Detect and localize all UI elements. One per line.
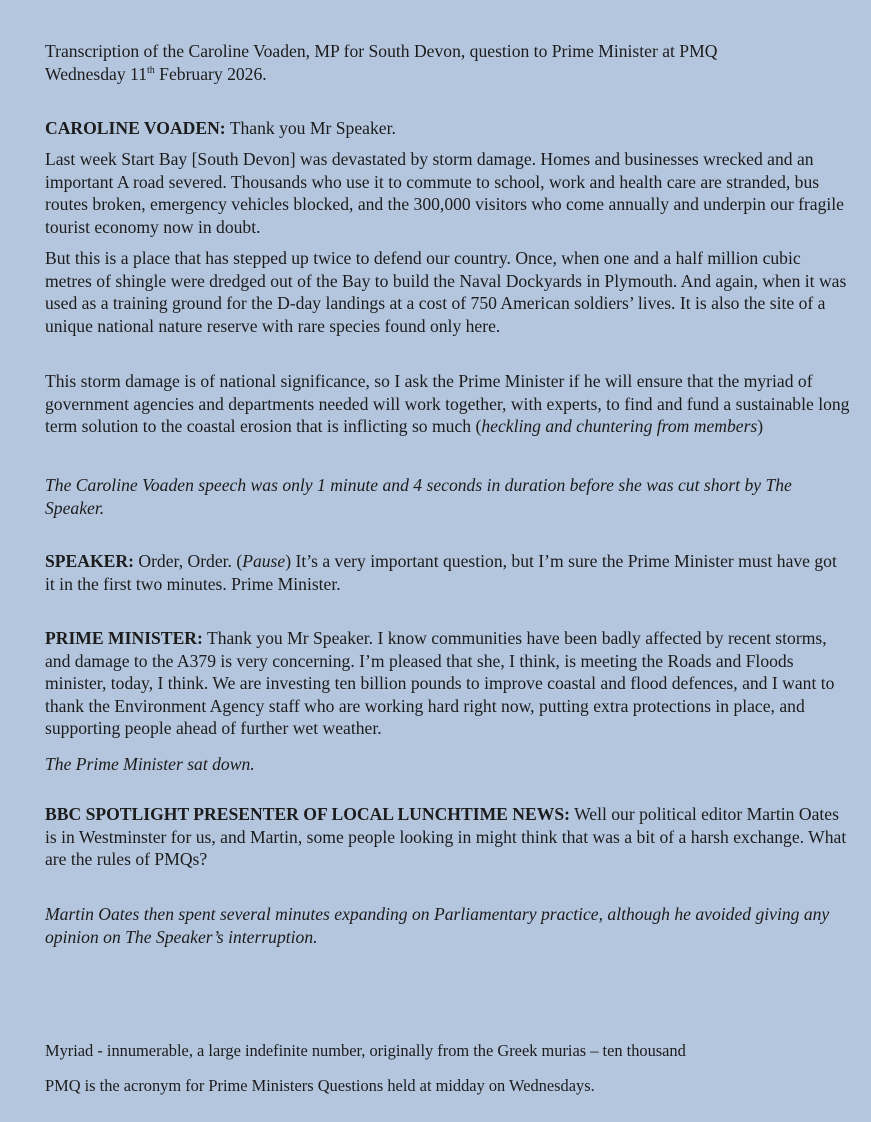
pm-name: PRIME MINISTER: (45, 628, 203, 648)
voaden-duration-note: The Caroline Voaden speech was only 1 minute and 4 seconds in duration before she was cut short by The Speaker. (45, 475, 792, 518)
footnote-myriad: Myriad - innumerable, a large indefinite number, originally from the Greek murias – ten thousand (45, 1041, 686, 1060)
voaden-paragraph-2: But this is a place that has stepped up twice to defend our country. Once, when one and a half million cubic metres of shingle were dredged out of the Bay to build the Naval Dockyards in Plymouth. And again, when it was used as a training ground for the D-day landings at a cost of 750 American soldiers’ lives. It is also the site of a unique national nature reserve with rare species found only here. (45, 248, 847, 336)
voaden-paragraph-1: Last week Start Bay [South Devon] was devastated by storm damage. Homes and businesses wrecked and an important A road severed. Thousands who use it to commute to school, work and health care are stranded, bus routes broken, emergency vehicles blocked, and the 300,000 visitors who come annually and underpin our fragile tourist economy now in doubt. (45, 149, 844, 237)
pm-statement: PRIME MINISTER: Thank you Mr Speaker. I know communities have been badly affected by recent storms, and damage to the A379 is very concerning. I’m pleased that she, I think, is meeting the Roads and Floods minister, today, I think. We are investing ten billion pounds to improve coastal and flood defences, and I want to thank the Environment Agency staff who are working hard right now, putting extra protections in place, and supporting people ahead of further wet weather. (45, 628, 835, 739)
voaden-opening: CAROLINE VOADEN: Thank you Mr Speaker. (45, 118, 396, 138)
transcript-header (45, 40, 851, 85)
bbc-note: Martin Oates then spent several minutes expanding on Parliamentary practice, although he avoided giving any opinion on The Speaker’s interruption. (45, 904, 830, 947)
footnote-pmq: PMQ is the acronym for Prime Ministers Questions held at midday on Wednesdays. (45, 1076, 595, 1095)
header-title: Transcription of the Caroline Voaden, MP for South Devon, question to Prime Minister at PMQ (45, 41, 718, 61)
speaker-name: SPEAKER: (45, 551, 134, 571)
bbc-statement: BBC SPOTLIGHT PRESENTER OF LOCAL LUNCHTIME NEWS: Well our political editor Martin Oates is in Westminster for us, and Martin, some people looking in might think that was a bit of a harsh exchange. What are the rules of PMQs? (45, 804, 847, 870)
voaden-name: CAROLINE VOADEN: (45, 118, 226, 138)
pm-note: The Prime Minister sat down. (45, 754, 255, 774)
voaden-paragraph-3: This storm damage is of national significance, so I ask the Prime Minister if he will ensure that the myriad of government agencies and departments needed will work together, with experts, to find and fund a sustainable long term solution to the coastal erosion that is inflicting so much (heckling and chuntering from members) (45, 371, 850, 437)
speaker-statement: SPEAKER: Order, Order. (Pause) It’s a very important question, but I’m sure the Prime Minister must have got it in the first two minutes. Prime Minister. (45, 551, 837, 594)
header-date: Wednesday 11th February 2026. (45, 63, 267, 84)
bbc-name: BBC SPOTLIGHT PRESENTER OF LOCAL LUNCHTIME NEWS: (45, 804, 570, 824)
